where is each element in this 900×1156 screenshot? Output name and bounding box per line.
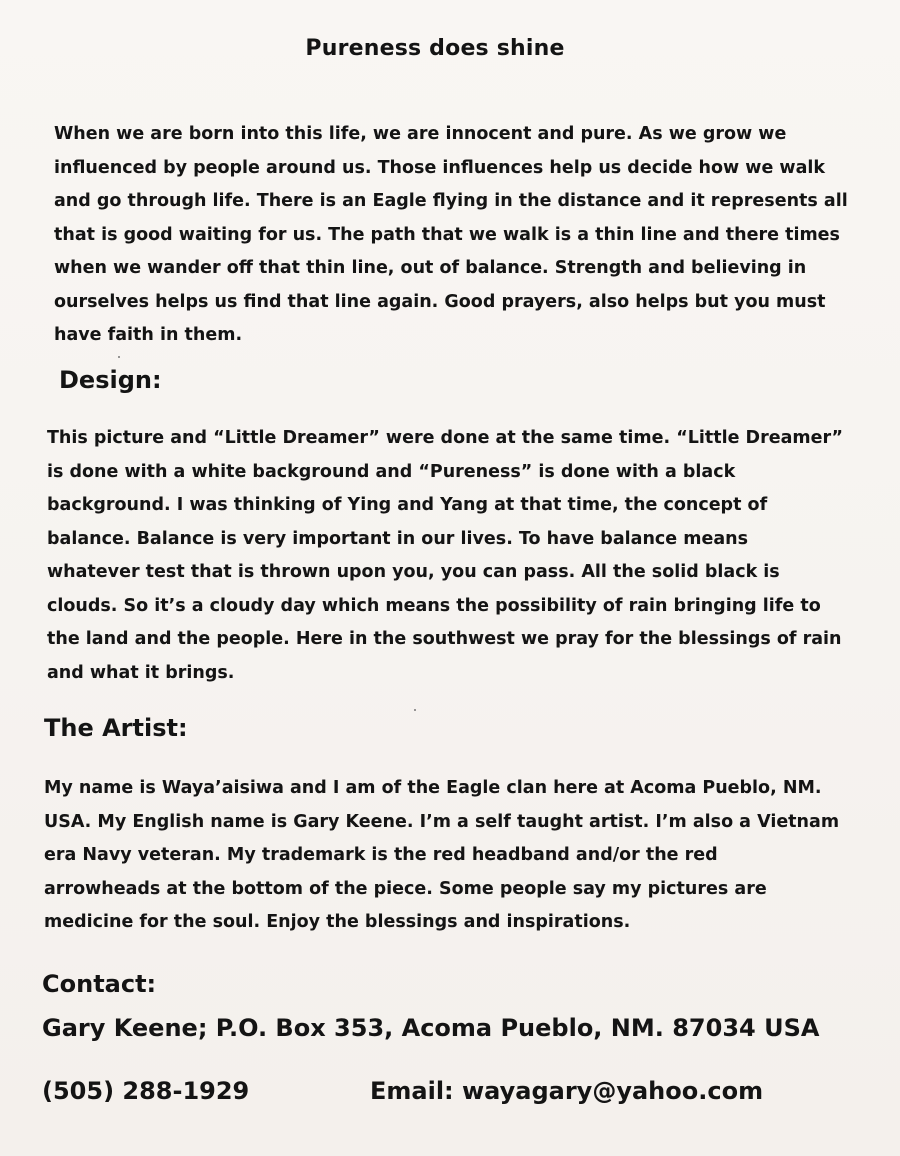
design-paragraph: This picture and “Little Dreamer” were done at the same time. “Little Dreamer” is done with a white background and “Pureness” is done with a black background. I was thinking of Ying and Yang at that time, the concept of balance. Balance is very important in our lives. To have balance means whatever test that is thrown upon you, you can pass. All the solid black is clouds. So it’s a cloudy day which means the possibility of rain bringing life to the land and the people. Here in the southwest we pray for the blessings of rain and what it brings.: [47, 428, 843, 683]
paper-speck: [118, 356, 120, 358]
document-title: Pureness does shine: [305, 36, 565, 61]
design-heading: Design:: [59, 366, 162, 394]
intro-paragraph: When we are born into this life, we are innocent and pure. As we grow we influenced by people around us. Those influences help us decide how we walk and go through life. There is an Eagle flying in the distance and it represents all that is good waiting for us. The path that we walk is a thin line and there times when we wander off that thin line, out of balance. Strength and believing in ourselves helps us find that line again. Good prayers, also helps but you must have faith in them.: [54, 124, 848, 345]
contact-heading: Contact:: [42, 970, 157, 998]
contact-phone: (505) 288-1929: [42, 1077, 250, 1105]
artist-paragraph: My name is Waya’aisiwa and I am of the Eagle clan here at Acoma Pueblo, NM. USA. My English name is Gary Keene. I’m a self taught artist. I’m also a Vietnam era Navy veteran. My trademark is the red headband and/or the red arrowheads at the bottom of the piece. Some people say my pictures are medicine for the soul. Enjoy the blessings and inspirations.: [44, 778, 840, 932]
paper-speck: [414, 709, 416, 711]
contact-email: Email: wayagary@yahoo.com: [370, 1077, 764, 1105]
artist-heading: The Artist:: [44, 714, 188, 742]
contact-address: Gary Keene; P.O. Box 353, Acoma Pueblo, NM. 87034 USA: [42, 1014, 820, 1042]
